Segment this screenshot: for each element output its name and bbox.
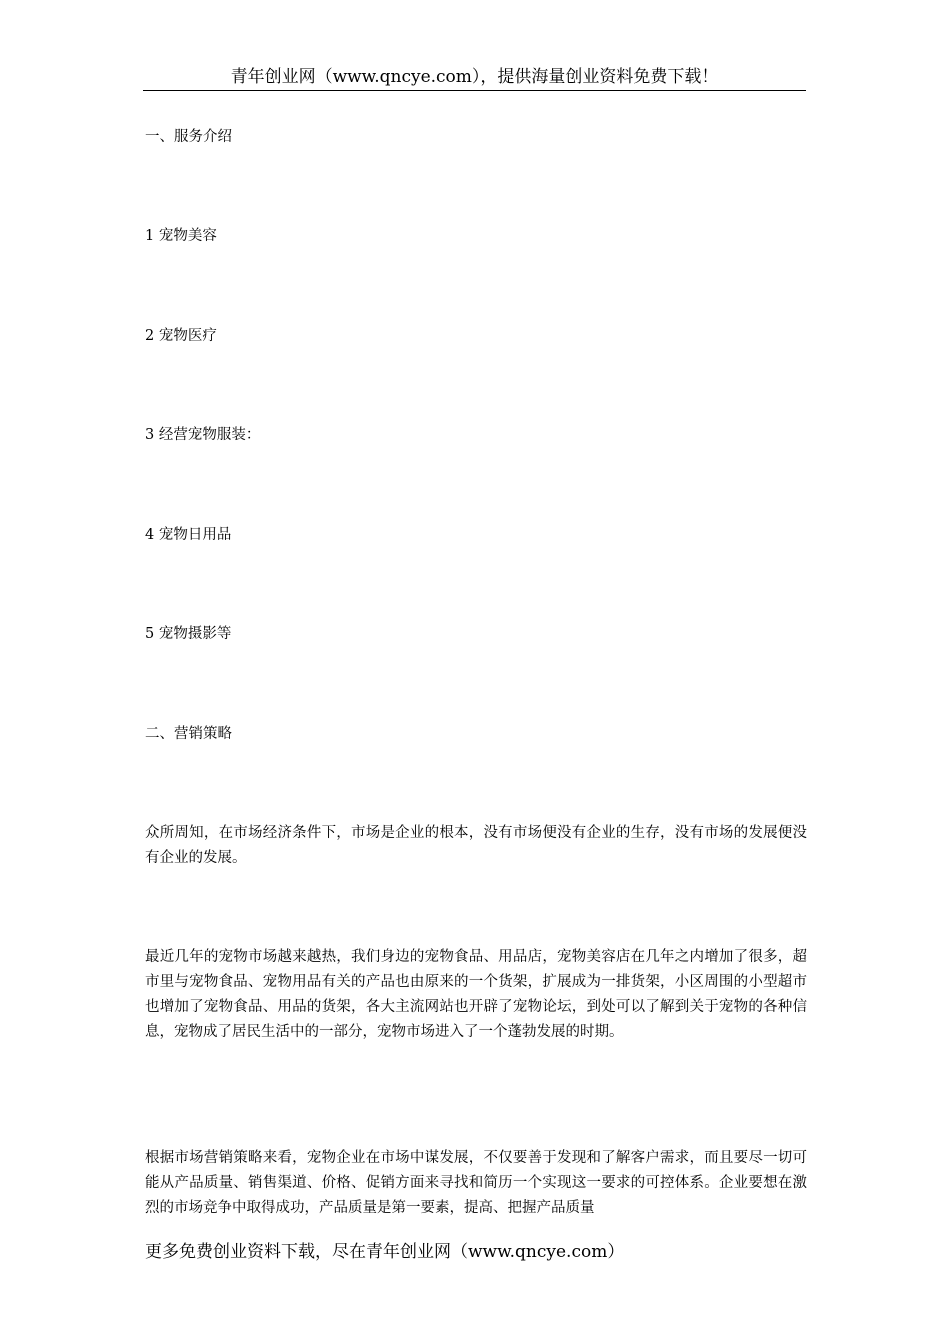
section-heading-services: 一、服务介绍 (145, 129, 232, 145)
page-header (143, 66, 806, 91)
header-text: 青年创业网（www.qncye.com），提供海量创业资料免费下载！ (230, 67, 719, 87)
service-item-daily-goods: 4 宠物日用品 (145, 527, 232, 543)
paragraph-pet-market-growth: 最近几年的宠物市场越来越热，我们身边的宠物食品、用品店，宠物美容店在几年之内增加了很多，超市里与宠物食品、宠物用品有关的产品也由原来的一个货架，扩展成为一排货架，小区周围的小型超市也增加了宠物食品、用品的货架，各大主流网站也开辟了宠物论坛，到处可以了解到关于宠物的各种信息，宠物成了居民生活中的一部分，宠物市场进入了一个蓬勃发展的时期。 (145, 949, 807, 1040)
service-item-medical: 2 宠物医疗 (145, 328, 217, 344)
paragraph-market-importance: 众所周知，在市场经济条件下，市场是企业的根本，没有市场便没有企业的生存，没有市场的发展便没有企业的发展。 (145, 825, 807, 866)
service-item-clothing: 3 经营宠物服装： (145, 427, 261, 443)
service-item-grooming: 1 宠物美容 (145, 228, 217, 244)
paragraph-marketing-strategy: 根据市场营销策略来看，宠物企业在市场中谋发展，不仅要善于发现和了解客户需求，而且要尽一切可能从产品质量、销售渠道、价格、促销方面来寻找和简历一个实现这一要求的可控体系。企业要想在激烈的市场竞争中取得成功，产品质量是第一要素，提高、把握产品质量 (145, 1150, 807, 1216)
section-heading-marketing: 二、营销策略 (145, 726, 232, 742)
page-footer: 更多免费创业资料下载，尽在青年创业网（www.qncye.com） (145, 1242, 625, 1262)
service-item-photography: 5 宠物摄影等 (145, 626, 232, 642)
